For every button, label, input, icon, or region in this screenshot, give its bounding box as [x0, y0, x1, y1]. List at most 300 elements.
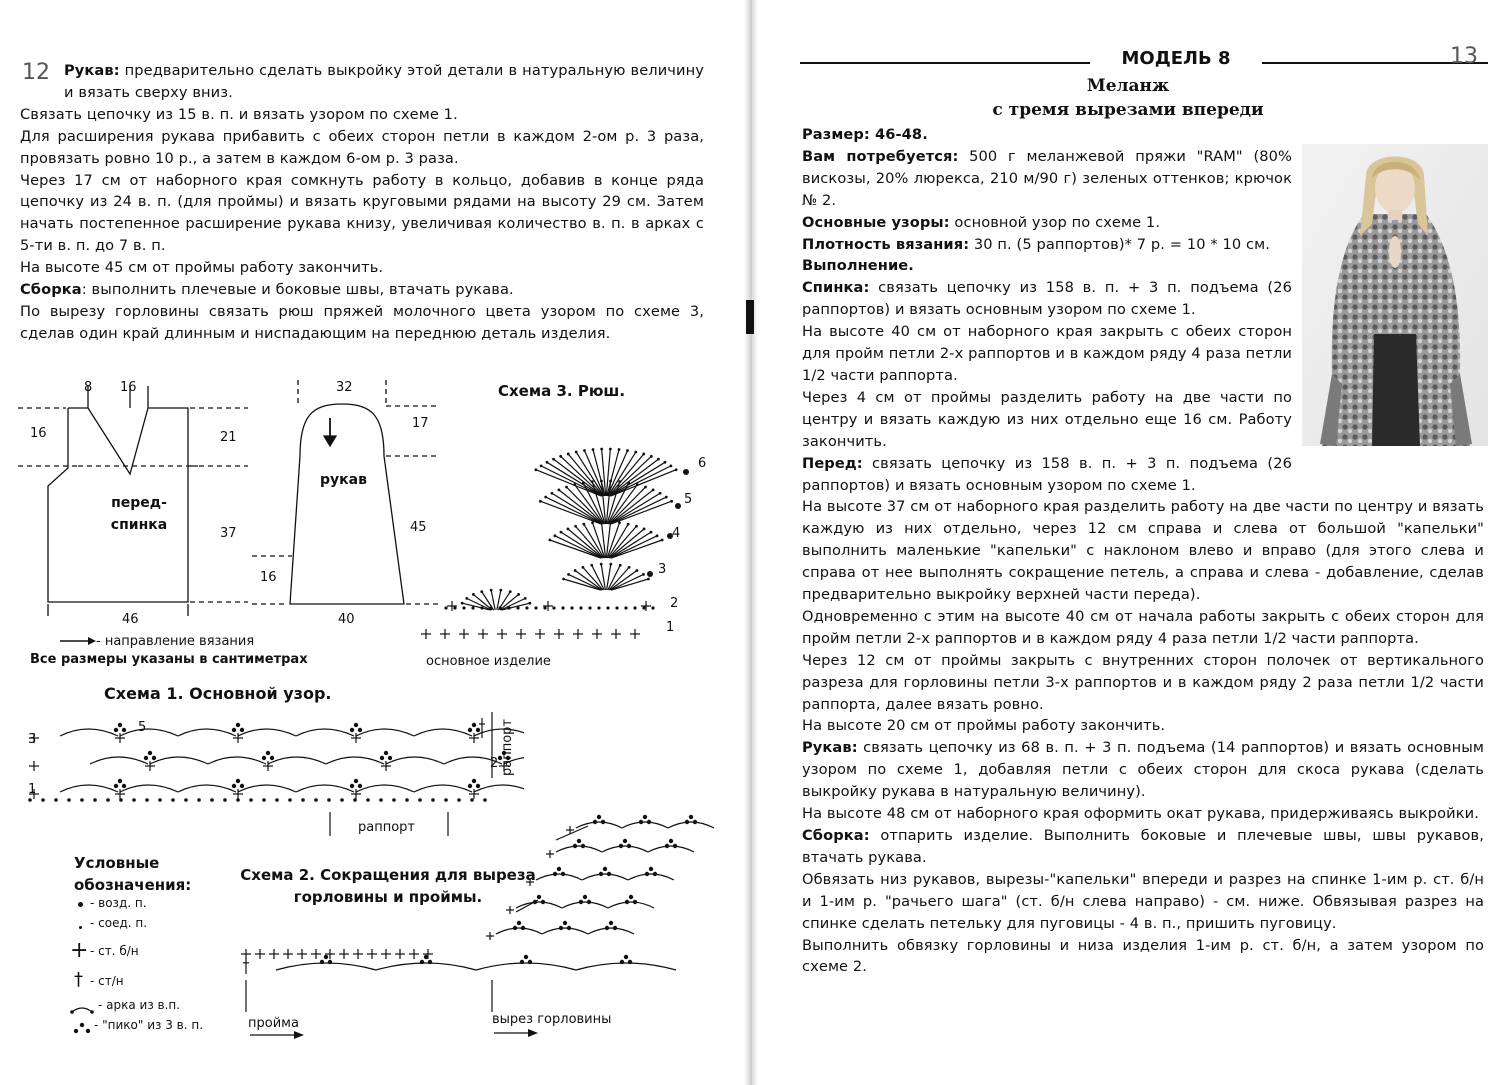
chain-dot [517, 921, 521, 925]
chain-dot [350, 784, 354, 788]
chain-dot [656, 534, 659, 537]
chain-dot [633, 900, 637, 904]
chain-dot [583, 895, 587, 899]
arch-symbol [608, 902, 654, 908]
chain-dot [428, 960, 432, 964]
arch-symbol [582, 874, 628, 880]
chain-dot [354, 779, 358, 783]
small-dot-icon [79, 926, 82, 929]
chain-dot [324, 955, 328, 959]
page-number-right: 13 [1450, 44, 1478, 69]
chain-dot [563, 921, 567, 925]
arch-symbol [376, 963, 476, 970]
chain-dot [550, 492, 553, 495]
dc-symbol [611, 540, 662, 558]
scheme1-repeat-label: раппорт [358, 820, 415, 835]
arch-symbol [178, 785, 236, 792]
chain-dot [557, 867, 561, 871]
dagger-icon: † [74, 969, 83, 990]
chain-dot [649, 867, 653, 871]
paragraph: На высоте 45 см от проймы работу закончить. [20, 259, 384, 277]
scheme3-row-5: 5 [684, 492, 693, 507]
paragraph: Связать цепочку из 15 в. п. и вязать узором по схеме 1. [20, 105, 458, 123]
chain-dot [528, 602, 531, 605]
arch-symbol [296, 729, 354, 736]
left-page [0, 0, 748, 1085]
chain-dot [587, 900, 591, 904]
model-subtitle-2: с тремя вырезами впереди [992, 100, 1264, 120]
scheme3-base-label: основное изделие [426, 654, 551, 669]
model-header [800, 48, 1500, 74]
chain-dot [384, 751, 388, 755]
chain-dot [665, 496, 668, 499]
chain-dot [657, 458, 660, 461]
chain-dot [152, 756, 156, 760]
left-page-text [20, 60, 704, 345]
chain-dot [552, 606, 555, 609]
scheme3-row-6: 6 [698, 456, 707, 471]
chain-dot [597, 815, 601, 819]
arch-symbol [414, 785, 472, 792]
chain-dot [472, 593, 475, 596]
chain-dot [560, 531, 563, 534]
arch-symbol [356, 785, 414, 792]
paragraph: Через 4 см от проймы разделить работу на две части по центру и вязать каждую из них отдельно еще 16 см. Работу закончить. [802, 388, 1292, 450]
chain-dot [223, 798, 227, 802]
paragraph-assembly: Сборка: отпарить изделие. Выполнить боковые и плечевые швы, швы рукавов, втачать рукава. [802, 827, 1484, 866]
chain-dot [583, 449, 586, 452]
chain-dot [118, 779, 122, 783]
chain-dot [122, 784, 126, 788]
chain-dot [521, 926, 525, 930]
arch-symbol [476, 963, 576, 970]
arch-symbol [576, 963, 676, 970]
chain-dot [490, 589, 493, 592]
picot-icon [72, 1020, 92, 1036]
chain-dot [579, 900, 583, 904]
chain-dot [93, 798, 97, 802]
chain-dot [665, 844, 669, 848]
dot-icon [78, 902, 83, 907]
chain-dot [693, 820, 697, 824]
chain-dot [266, 751, 270, 755]
arch-symbol [90, 757, 148, 764]
arch-symbol [496, 928, 542, 934]
arch-symbol [238, 785, 296, 792]
chain-dot [634, 451, 637, 454]
chain-dot [642, 606, 645, 609]
chain-dot [673, 844, 677, 848]
chain-dot [553, 872, 557, 876]
paragraph-sleeve: Рукав: предварительно сделать выкройку этой детали в натуральную величину и вязать сверху вниз. [64, 62, 704, 101]
chain-dot [650, 455, 653, 458]
scheme1-repeat-vertical: раппорт [500, 719, 515, 776]
chain-dot [659, 492, 662, 495]
chain-dot [609, 921, 613, 925]
chain-dot [650, 531, 653, 534]
chain-dot [653, 872, 657, 876]
arch-symbol [474, 785, 524, 792]
chain-dot [567, 573, 570, 576]
chain-dot [114, 784, 118, 788]
chain-dot [471, 606, 474, 609]
chain-dot [67, 798, 71, 802]
chain-dot [605, 926, 609, 930]
chain-dot [647, 571, 653, 577]
chain-dot [642, 573, 645, 576]
chain-dot [106, 798, 110, 802]
chain-dot [561, 606, 564, 609]
chain-dot [158, 798, 162, 802]
chain-dot [624, 955, 628, 959]
dc-symbol [601, 522, 605, 558]
chain-dot [624, 606, 627, 609]
chain-dot [565, 486, 568, 489]
paragraph-sleeve: Рукав: связать цепочку из 68 в. п. + 3 п. подъема (14 раппортов) и вязать основным узором по схеме 1, добавляя петли с обеих сторон для скоса рукава (сделать выкройку рукава в натуральную величину). [802, 739, 1484, 801]
chain-dot [444, 606, 447, 609]
chain-dot [468, 784, 472, 788]
chain-dot [537, 895, 541, 899]
scheme3-title: Схема 3. Рюш. [498, 382, 626, 400]
chain-dot [148, 751, 152, 755]
paragraph: На высоте 20 см от проймы работу закончить. [802, 717, 1166, 735]
scheme1-row-2: 2 [490, 756, 499, 771]
sleeve-pattern-label: рукав [320, 472, 367, 488]
dc-symbol [568, 529, 603, 558]
dc-symbol [610, 529, 645, 558]
chain-dot [567, 527, 570, 530]
chain-dot [465, 597, 468, 600]
arch-symbol [536, 874, 582, 880]
arch-symbol [120, 729, 178, 736]
chain-dot [645, 872, 649, 876]
paragraph: На высоте 48 см от наборного края оформить окат рукава, придерживаясь выкройки. [802, 805, 1479, 823]
chain-dot [476, 784, 480, 788]
chain-dot [581, 844, 585, 848]
scheme1-title: Схема 1. Основной узор. [104, 684, 332, 703]
chain-dot [600, 448, 603, 451]
right-page [756, 0, 1500, 1085]
chain-dot [468, 728, 472, 732]
chain-dot [670, 464, 673, 467]
chain-dot [613, 926, 617, 930]
direction-arrow-icon [58, 634, 98, 648]
scheme2-neckline-label: вырез горловины [492, 1012, 612, 1027]
chain-dot [520, 960, 524, 964]
right-page-text [802, 124, 1484, 978]
chain-dot [582, 566, 585, 569]
legend-item: - возд. п. [70, 896, 240, 916]
dc-symbol [606, 522, 610, 558]
paragraph: На высоте 40 см от наборного края закрыть с обеих сторон для пройм петли 2-х раппортов и в каждом ряду 4 раза петли 1/2 части раппорта. [802, 323, 1292, 384]
chain-dot [647, 820, 651, 824]
chain-dot [236, 779, 240, 783]
chain-dot [661, 539, 664, 542]
scheme3-row-1: 1 [666, 620, 675, 635]
chain-dot [534, 606, 537, 609]
chain-dot [541, 900, 545, 904]
chain-dot [476, 728, 480, 732]
chain-dot [358, 784, 362, 788]
chain-dot [597, 606, 600, 609]
chain-dot [582, 523, 585, 526]
scheme3-row-3: 3 [658, 562, 667, 577]
chain-dot [639, 820, 643, 824]
chain-dot [669, 839, 673, 843]
paragraph: Выполнить обвязку горловины и низа изделия 1-им р. ст. б/н, а затем узором по схеме 2. [802, 936, 1484, 976]
chain-dot [232, 784, 236, 788]
paragraph-materials: Вам потребуется: 500 г меланжевой пряжи "RAM" (80% вискозы, 20% люрекса, 210 м/90 г) зеленых оттенков; крючок № 2. [802, 147, 1292, 209]
chain-dot [664, 461, 667, 464]
arch-symbol [556, 846, 602, 852]
chain-dot [579, 606, 582, 609]
chain-dot [619, 844, 623, 848]
chain-dot [525, 606, 528, 609]
chain-dot [559, 926, 563, 930]
dim-sleeve-length: 45 [410, 520, 427, 535]
chain-dot [424, 955, 428, 959]
chain-dot [54, 798, 58, 802]
chain-dot [599, 872, 603, 876]
dim-width: 46 [122, 612, 139, 627]
chain-dot [236, 723, 240, 727]
chain-dot [626, 449, 629, 452]
chain-dot [232, 728, 236, 732]
chain-dot [689, 815, 693, 819]
chain-dot [480, 590, 483, 593]
scheme3-row-4: 4 [672, 526, 681, 541]
legend-title: Условные обозначения: [74, 854, 192, 894]
chain-dot [647, 578, 650, 581]
chain-dot [524, 597, 527, 600]
legend-item: - "пико" из 3 в. п. [70, 1018, 240, 1038]
chain-dot [603, 867, 607, 871]
paragraph-execution: Выполнение. [802, 257, 914, 275]
chain-dot [118, 723, 122, 727]
chain-dot [675, 503, 681, 509]
chain-dot [358, 728, 362, 732]
chain-dot [122, 728, 126, 732]
arch-symbol [178, 729, 236, 736]
chain-dot [627, 523, 630, 526]
chain-dot [184, 798, 188, 802]
paragraph: По вырезу горловины связать рюш пряжей молочного цвета узором по схеме 3, сделав один край длинным и ниспадающим на переднюю деталь изделия. [20, 302, 704, 342]
chain-dot [524, 955, 528, 959]
chain-dot [453, 606, 456, 609]
arch-symbol [542, 928, 588, 934]
arch-symbol [276, 963, 376, 970]
chain-dot [270, 756, 274, 760]
chain-dot [240, 728, 244, 732]
dim-armhole: 21 [220, 430, 237, 445]
chain-dot [651, 606, 654, 609]
chain-dot [328, 960, 332, 964]
arch-symbol [150, 757, 208, 764]
dim-shoulder: 16 [30, 426, 47, 441]
chain-dot [592, 448, 595, 451]
chain-dot [534, 468, 537, 471]
chain-dot [590, 564, 593, 567]
dim-sleeve-top: 32 [336, 380, 353, 395]
chain-dot [509, 590, 512, 593]
chain-dot [554, 534, 557, 537]
arch-symbol [602, 846, 648, 852]
chain-dot [320, 960, 324, 964]
chain-dot [171, 798, 175, 802]
header-rule-left [800, 62, 1090, 64]
chain-dot [618, 448, 621, 451]
chain-dot [80, 798, 84, 802]
paragraph: Через 12 см от проймы закрыть с внутренних сторон полочек от вертикального разреза для горловины петли 3-х раппортов и в каждом ряду 2 раза петли 1/2 части раппорта, далее вязать ровно. [802, 651, 1484, 713]
chain-dot [609, 448, 612, 451]
body-pattern-label: перед-спинка [110, 495, 168, 533]
chain-dot [629, 895, 633, 899]
chain-dot [132, 798, 136, 802]
chain-dot [635, 525, 638, 528]
chain-dot [574, 569, 577, 572]
arch-symbol [628, 874, 674, 880]
paragraph-patterns: Основные узоры: основной узор по схеме 1. [802, 213, 1161, 231]
chain-dot [609, 563, 612, 566]
chain-dot [41, 798, 45, 802]
arch-symbol [588, 928, 634, 934]
sleeve-pattern-diagram [252, 376, 442, 616]
chain-dot [633, 606, 636, 609]
chain-dot [28, 798, 32, 802]
chain-dot [574, 525, 577, 528]
legend-item: - соед. п. [70, 916, 240, 938]
arch-symbol [60, 785, 118, 792]
legend-item: - арка из в.п. [70, 998, 240, 1018]
arch-symbol [356, 729, 414, 736]
dim-side: 37 [220, 526, 237, 541]
arch-icon [70, 1004, 94, 1014]
paragraph: Для расширения рукава прибавить с обеих сторон петли в каждом 2-ом р. 3 раза, провязать ровно 10 р., а затем в каждом 6-ом р. 3 раза. [20, 127, 704, 167]
chain-dot [546, 461, 549, 464]
chain-dot [685, 820, 689, 824]
chain-dot [636, 569, 639, 572]
chain-dot [606, 606, 609, 609]
chain-dot [627, 844, 631, 848]
arch-symbol [296, 785, 354, 792]
direction-note: - направление вязания [96, 634, 255, 649]
chain-dot [573, 844, 577, 848]
chain-dot [539, 500, 542, 503]
chain-dot [557, 488, 560, 491]
dc-symbol [611, 470, 676, 496]
chain-dot [562, 578, 565, 581]
chain-dot [548, 539, 551, 542]
chain-dot [575, 451, 578, 454]
chain-dot [675, 468, 678, 471]
paragraph: Через 17 см от наборного края сомкнуть работу в кольцо, добавив в конце ряда цепочку из 24 в. п. (для проймы) и вязать круговыми рядами на высоту 29 см. Затем начать постепенное расширение рукава книзу, увеличивая количество в. п. в арках с 5-ти в. п. до 7 в. п. [20, 171, 704, 255]
chain-dot [559, 455, 562, 458]
legend-list [70, 896, 240, 1038]
neckline-arrow-icon [492, 1026, 542, 1040]
chain-dot [472, 723, 476, 727]
chain-dot [652, 488, 655, 491]
arch-symbol [622, 822, 668, 828]
arch-symbol [326, 757, 384, 764]
scheme1-arch-count: 5 [138, 720, 147, 735]
chain-dot [544, 496, 547, 499]
chain-dot [240, 784, 244, 788]
chain-dot [623, 839, 627, 843]
arch-symbol [648, 846, 694, 852]
arch-symbol [60, 729, 118, 736]
scheme2-title: Схема 2. Сокращения для выреза горловины и проймы. [240, 866, 536, 906]
chain-dot [593, 820, 597, 824]
legend-item: + - ст. б/н [70, 938, 139, 963]
chain-dot [620, 960, 624, 964]
arch-symbol [516, 902, 562, 908]
chain-dot [380, 756, 384, 760]
chain-dot [601, 820, 605, 824]
chain-dot [683, 469, 689, 475]
arch-symbol [208, 757, 266, 764]
chain-dot [561, 872, 565, 876]
dc-symbol [536, 470, 601, 496]
dim-sleeve-cap: 17 [412, 416, 429, 431]
paragraph-front: Перед: связать цепочку из 158 в. п. + 3 п. подъема (26 раппортов) и вязать основным узором по схеме 1. [802, 454, 1292, 494]
paragraph: Одновременно с этим на высоте 40 см от начала работы закрыть с обеих сторон для пройм петли 2-х раппортов и в каждом ряду 4 раза петли 1/2 части раппорта. [802, 607, 1484, 647]
chain-dot [628, 566, 631, 569]
chain-dot [625, 900, 629, 904]
chain-dot [643, 527, 646, 530]
chain-dot [570, 606, 573, 609]
chain-dot [628, 960, 632, 964]
chain-dot [388, 756, 392, 760]
chain-dot [528, 960, 532, 964]
chain-dot [600, 563, 603, 566]
arch-symbol [562, 902, 608, 908]
chain-dot [615, 606, 618, 609]
scheme1-row-1: 1 [28, 782, 37, 797]
chain-dot [513, 926, 517, 930]
chain-dot [670, 500, 673, 503]
legend-item: † - ст/н [74, 969, 124, 990]
paragraph-gauge: Плотность вязания: 30 п. (5 раппортов)* 7 р. = 10 * 10 см. [802, 235, 1270, 253]
scheme3-row-2: 2 [670, 596, 679, 611]
paragraph-back: Спинка: связать цепочку из 158 в. п. + 3 п. подъема (26 раппортов) и вязать основным узором по схеме 1. [802, 279, 1292, 319]
chain-dot [354, 723, 358, 727]
dim-sleeve-bottom: 40 [338, 612, 355, 627]
chain-dot [540, 464, 543, 467]
chain-dot [644, 486, 647, 489]
paragraph-size: Размер: 46-48. [802, 126, 928, 143]
page-number-left: 12 [22, 60, 50, 85]
model-subtitle-1: Меланж [1086, 76, 1170, 96]
dc-symbol [556, 826, 588, 840]
dim-neck-left: 8 [84, 380, 93, 395]
paragraph: На высоте 37 см от наборного края разделить работу на две части по центру и вязать каждую из них отдельно, через 12 см справа и слева от большой "капельки" выполнить маленькие "капельки" с наклоном влево и вправо (для этого слева и справа от нее выполнять сокращение петель, а справа и слева - добавление, сделав предварительно выкройку верхней части переда). [802, 498, 1484, 604]
arch-symbol [268, 757, 326, 764]
chain-dot [461, 602, 464, 605]
chain-dot [144, 756, 148, 760]
chain-dot [577, 839, 581, 843]
chain-dot [642, 453, 645, 456]
chain-dot [472, 779, 476, 783]
chain-dot [517, 593, 520, 596]
chain-dot [420, 960, 424, 964]
arch-symbol [414, 729, 472, 736]
paragraph-assembly: Сборка: выполнить плечевые и боковые швы, втачать рукава. [20, 281, 514, 299]
arch-symbol [238, 729, 296, 736]
arch-symbol [120, 785, 178, 792]
scheme1-row-3: 3 [28, 732, 37, 747]
chain-dot [262, 756, 266, 760]
chain-dot [197, 798, 201, 802]
